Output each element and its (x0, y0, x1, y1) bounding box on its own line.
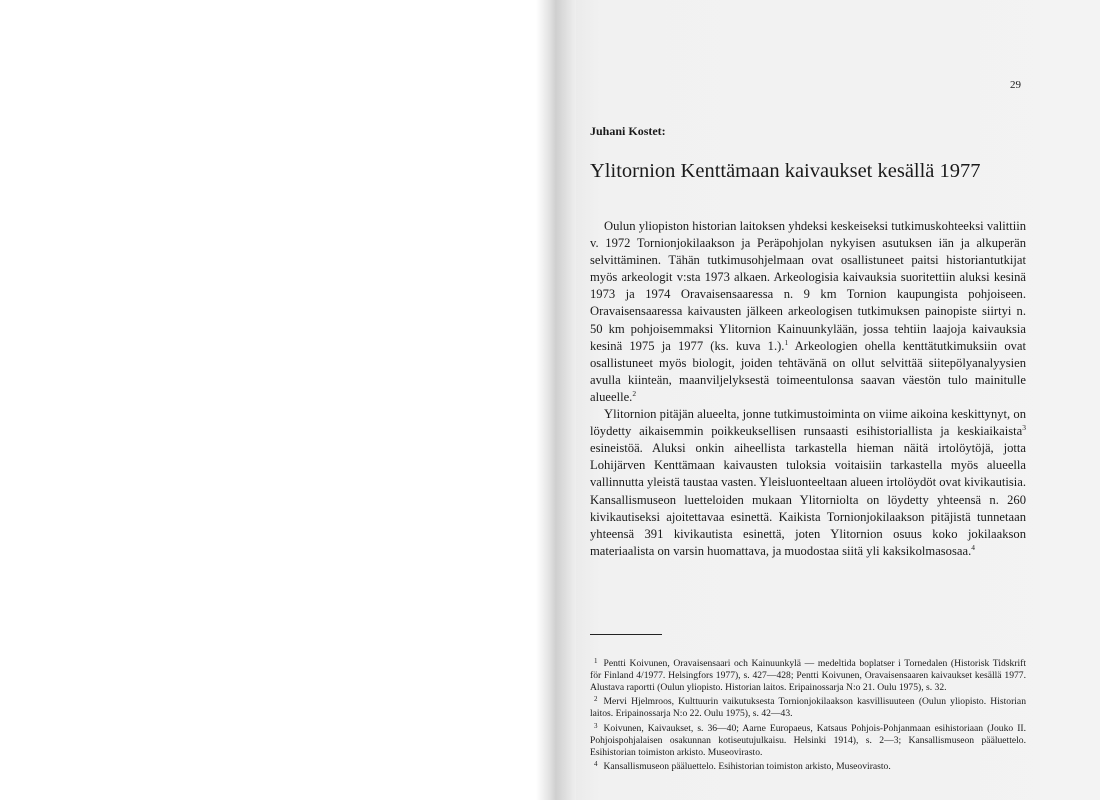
footnote: $^4$ Kansallismuseon pääluettelo. Esihistorian toimiston arkisto, Museovirasto. (594, 760, 891, 773)
left-blank-page (0, 0, 548, 800)
footnote-ref: 4 (971, 542, 975, 552)
footnote-ref: 2 (632, 388, 637, 398)
author-name: Juhani Kostet: (590, 124, 666, 138)
footnote: $^2$ Mervi Hjelmroos, Kulttuurin vaikutuksesta Tornionjokilaakson kasvillisuuteen (Oulun yliopisto. Historian laitos. Eripainossarja N:o 22. Oulu 1975), s. 42—43. (590, 695, 1026, 720)
footnote: $^3$ Koivunen, Kaivaukset, s. 36—40; Aarne Europaeus, Katsaus Pohjois-Pohjanmaan esihistoriaan (Jouko II. Pohjoispohjalaisen osakunnan kotiseutujulkaisu. Helsinki 1914), s. 2—3; Kansallismuseon pääluettelo. Esihistorian toimiston arkisto. Museovirasto. (590, 721, 1026, 758)
paragraph-2: Ylitornion pitäjän alueelta, jonne tutkimustoiminta on viime aikoina keskittynyt, on löydetty aikaisemmin poikkeuksellisen runsaasti esihistoriallista ja keskiaikaista$^3$ esineistöä. Aluksi onkin aiheellista tarkastella hieman näitä irtolöytöjä, jotta Lohijärven Kenttämaan kaivausten tuloksia voitaisiin tarkastella myös alueella vallinnutta yleistä taustaa vasten. Yleisluonteeltaan alueen irtolöydöt ovat kivikautisia. Kansallismuseon luetteloiden mukaan Ylitorniolta on löydetty yhteensä n. 260 kivikautiseksi ajoitettavaa esinettä. Kaikista Tornionjokilaakson pitäjistä tunnetaan yhteensä 391 kivikautista esinettä, joten Ylitornion osuus koko jokilaakson materiaalista on varsin huomattava, ja muodostaa siitä yli kaksikolmasosaa.$^4$ (590, 407, 1026, 558)
footnote-ref: 3 (1022, 422, 1026, 432)
paragraph-1: Oulun yliopiston historian laitoksen yhdeksi keskeiseksi tutkimuskohteeksi valittiin v. 1972 Tornionjokilaakson ja Peräpohjolan nykyisen asutuksen iän ja alkuperän selvittäminen. Tähän tutkimusohjelmaan ovat osallistuneet paitsi historiantutkijat myös arkeologit v:sta 1973 alkaen. Arkeologisia kaivauksia suoritettiin aluksi kesinä 1973 ja 1974 Oravaisensaaressa n. 9 km Tornion kaupungista pohjoiseen. Oravaisensaaressa kaivausten jälkeen arkeologisen tutkimuksen painopiste siirtyi n. 50 km pohjoisemmaksi Ylitornion Kainuunkylään, jossa tehtiin laajoja kaivauksia kesinä 1975 ja 1977 (ks. kuva 1.).$^1$ Arkeologien ohella kenttätutkimuksiin ovat osallistuneet myös biologit, joiden tehtävänä on ollut selvittää siitepölyanalyysien avulla kiinteän, maanviljelyksestä toimeentulonsa saavan väestön tulo mainitulle alueelle.$^2$ (590, 219, 1026, 404)
article-body (590, 218, 1026, 560)
article-title: Ylitornion Kenttämaan kaivaukset kesällä 1977 (590, 160, 981, 182)
footnote-divider (590, 634, 662, 635)
book-gutter (536, 0, 576, 800)
footnote-ref: 1 (784, 337, 789, 347)
footnote: $^1$ Pentti Koivunen, Oravaisensaari och Kainuunkylä — medeltida boplatser i Tornedalen (Historisk Tidskrift för Finland 4/1977. Helsingfors 1977), s. 427—428; Pentti Koivunen, Oravaisensaaren kaivaukset kesällä 1977. Alustava raportti (Oulun yliopisto. Historian laitos. Eripainossarja N:o 21. Oulu 1975), s. 32. (590, 657, 1026, 693)
page-number: 29 (1010, 79, 1021, 91)
footnotes (590, 656, 1026, 774)
